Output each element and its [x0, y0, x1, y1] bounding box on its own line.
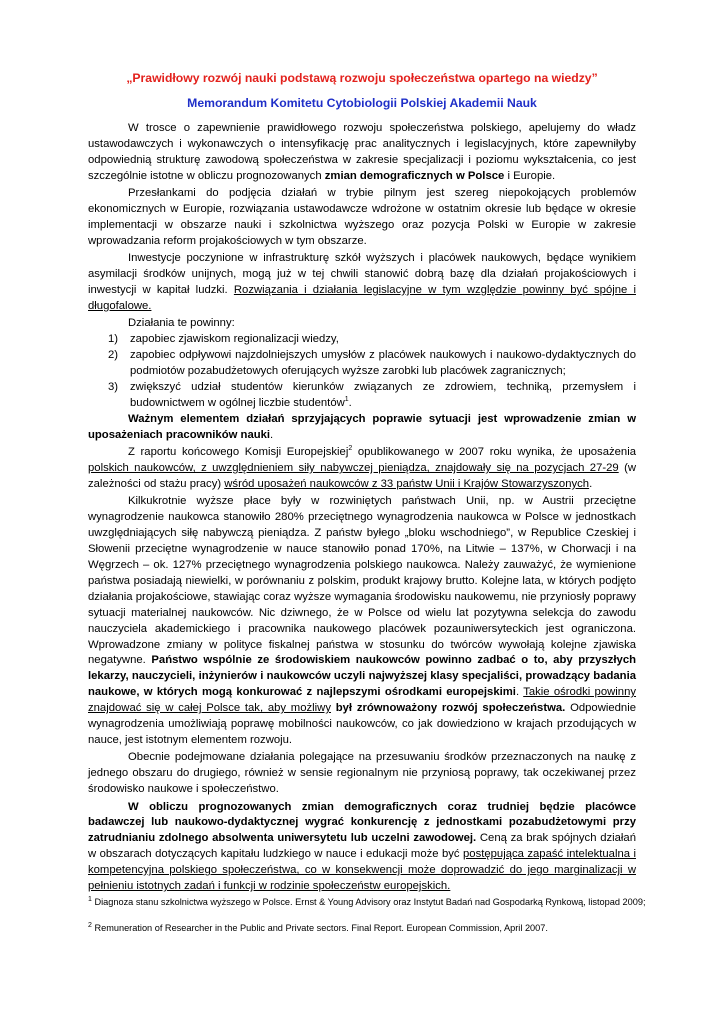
list-item: [88, 348, 636, 380]
underlined-text: Takie ośrodki powinny znajdować się w całej Polsce tak, aby możliwy: [88, 686, 637, 715]
footnote-number: 2: [88, 921, 92, 929]
underlined-text: polskich naukowców, z uwzględnieniem siły nabywczej pieniądza, znajdowały się na pozycjach 27-29: [88, 462, 619, 475]
list-number: 3): [108, 381, 119, 393]
document-title: „Prawidłowy rozwój nauki podstawą rozwoju społeczeństwa opartego na wiedzy”: [126, 71, 598, 85]
text: (w zależności od stażu pracy): [88, 462, 636, 490]
footnote-text: Diagnoza stanu szkolnictwa wyższego w Polsce. Ernst & Young Advisory oraz Instytut Badań nad Gospodarką Rynkową, listopad 2009;: [91, 897, 646, 907]
paragraph-3: [88, 251, 636, 315]
document-subtitle: Memorandum Komitetu Cytobiologii Polskiej Akademii Nauk: [187, 96, 537, 110]
list-text: zwiększyć udział studentów kierunków związanych ze zdrowiem, techniką, przemysłem i budownictwem w ogólnej liczbie studentów: [130, 381, 636, 409]
text: opublikowanego w 2007 roku wynika, że uposażenia: [352, 446, 636, 459]
footnote-ref: 2: [348, 445, 353, 453]
emphasis: był zrównoważony rozwój społeczeństwa.: [335, 702, 566, 715]
paragraph-4: [88, 412, 636, 444]
footnote-text: Remuneration of Researcher in the Public and Private sectors. Final Report. European Commission, April 2007.: [91, 923, 548, 933]
text: Inwestycje poczynione w infrastrukturę szkół wyższych i placówek naukowych, będące wynikiem asymilacji środków unijnych, mogą już w tej chwili stanowić dobrą bazę dla działań projakościowych i inwestycji w kapitał ludzki.: [88, 252, 636, 297]
emphasis: Państwo wspólnie ze środowiskiem naukowców powinno zadbać o to, aby przyszłych lekarzy, nauczycieli, inżynierów i naukowców uczyli najwyższej klasy specjaliści, prowadzący badania naukowe, w których mogą konkurować z najlepszymi ośrodkami europejskimi: [88, 654, 636, 699]
footnotes: [88, 896, 648, 948]
paragraph-6: [88, 494, 636, 749]
list-text: zapobiec odpływowi najzdolniejszych umysłów z placówek naukowych i naukowo-dydaktycznych do podmiotów pozabudżetowych oferujących wyższe zarobki lub placówek zagranicznych;: [130, 349, 636, 378]
footnote-number: 1: [88, 895, 92, 903]
list-item: [88, 380, 636, 412]
list-number: 1): [108, 333, 119, 346]
text: Kilkukrotnie wyższe płace były w rozwiniętych państwach Unii, np. w Austrii przeciętne wynagrodzenie naukowca stanowiło 280% przeciętnego wynagrodzenia naukowca w Polsce w jednostkach uwzględniających siłę nabywczą pieniądza. Z państw byłego „bloku wschodniego”, w Republice Czeskiej i Słowenii przeciętne wynagrodzenie w nauce stanowiło ponad 170%, na Litwie – 137%, w Chorwacji i na Węgrzech – ok. 127% przeciętnego wynagrodzenia polskiego naukowca. Należy zauważyć, że wymienione państwa posiadają niewielki, w porównaniu z polskim, produkt krajowy brutto. Kolejne lata, w których podjęto działania projakościowe, stawiając coraz wyższe wymagania środowisku naukowemu, nie przyniosły poprawy sytuacji materialnej naukowców. Nic dziwnego, że w Polsce od wielu lat pozytywna selekcja do zawodu nauczyciela akademickiego i pracownika naukowego placówek pozauniwersyteckich jest ograniczona. Wprowadzone zmiany w polityce fiskalnej państwa w stosunku do twórców wywołają kolejne zjawiska negatywne.: [88, 495, 636, 667]
actions-list: [88, 332, 636, 412]
text: .: [589, 477, 593, 490]
text: .: [348, 396, 352, 409]
underlined-text: Rozwiązania i działania legislacyjne w tym względzie powinny być spójne i długofalowe.: [88, 284, 636, 312]
text: Odpowiednie wynagrodzenia umożliwiają poprawę mobilności naukowców, co jak dowiedziono w krajach przodujących w nauce, jest istotnym elementem rozwoju.: [88, 702, 637, 746]
emphasis: zmian demograficznych w Polsce: [324, 169, 505, 182]
paragraph-5: [88, 445, 636, 493]
paragraph-7: Obecnie podejmowane działania polegające na przesuwaniu środków przeznaczonych na naukę z jednego obszaru do drugiego, również w sensie regionalnym nie przyniosą poprawy, tak oczekiwanej przez środowisko naukowe i społeczeństwo.: [88, 751, 636, 796]
text: W trosce o zapewnienie prawidłowego rozwoju społeczeństwa polskiego, apelujemy do władz ustawodawczych i wykonawczych o intensyfikację prac analitycznych i legislacyjnych, które zapewniłyby odpowiednią strukturę zawodową społeczeństwa w zakresie specjalizacji i poziomu wykształcenia, co jest szczególnie istotne w obliczu prognozowanych: [88, 122, 636, 182]
text: Z raportu końcowego Komisji Europejskiej: [128, 446, 349, 459]
underlined-text: wśród uposażeń naukowców z 33 państw Unii i Krajów Stowarzyszonych: [224, 477, 590, 490]
paragraph-1: [88, 121, 636, 185]
footnote-ref: 1: [344, 396, 349, 404]
footnote: [88, 922, 648, 935]
list-item: [88, 332, 636, 348]
paragraph-2: Przesłankami do podjęcia działań w trybie pilnym jest szereg niepokojących problemów ekonomicznych w Europie, rozwiązania ustawodawcze wdrożone w ostatnim okresie lub będące w okresie implementacji w obszarze nauki i szkolnictwa wyższego oraz pozycja Polski w Europie w zakresie wprowadzania reform projakościowych w tym obszarze.: [88, 187, 636, 247]
document-body: [88, 121, 636, 897]
text: i Europie.: [504, 169, 556, 182]
list-number: 2): [108, 349, 119, 362]
text: Ceną za brak spójnych działań w obszarach dotyczących kapitału ludzkiego w nauce i edukacji może być: [88, 832, 636, 861]
text: .: [270, 428, 274, 441]
text: .: [515, 686, 524, 699]
emphasis: W obliczu prognozowanych zmian demograficznych coraz trudniej będzie placówce badawczej lub naukowo-dydaktycznej wygrać konkurencję z jednostkami pozabudżetowymi przy zatrudnianiu zdolnego absolwenta uniwersytetu lub uczelni zawodowej.: [88, 800, 636, 845]
paragraph-8: [88, 800, 636, 895]
emphasis: Ważnym elementem działań sprzyjających poprawie sytuacji jest wprowadzenie zmian w uposażeniach pracowników nauki: [88, 412, 636, 441]
footnote: [88, 896, 648, 909]
underlined-text: postępująca zapaść intelektualna i kompetencyjna polskiego społeczeństwa, co w konsekwencji może doprowadzić do jego marginalizacji w pełnieniu istotnych zadań i funkcji w rodzinie społeczeństw europejskich.: [88, 848, 636, 893]
list-text: zapobiec zjawiskom regionalizacji wiedzy,: [130, 333, 339, 346]
actions-intro: Działania te powinny:: [128, 317, 235, 330]
